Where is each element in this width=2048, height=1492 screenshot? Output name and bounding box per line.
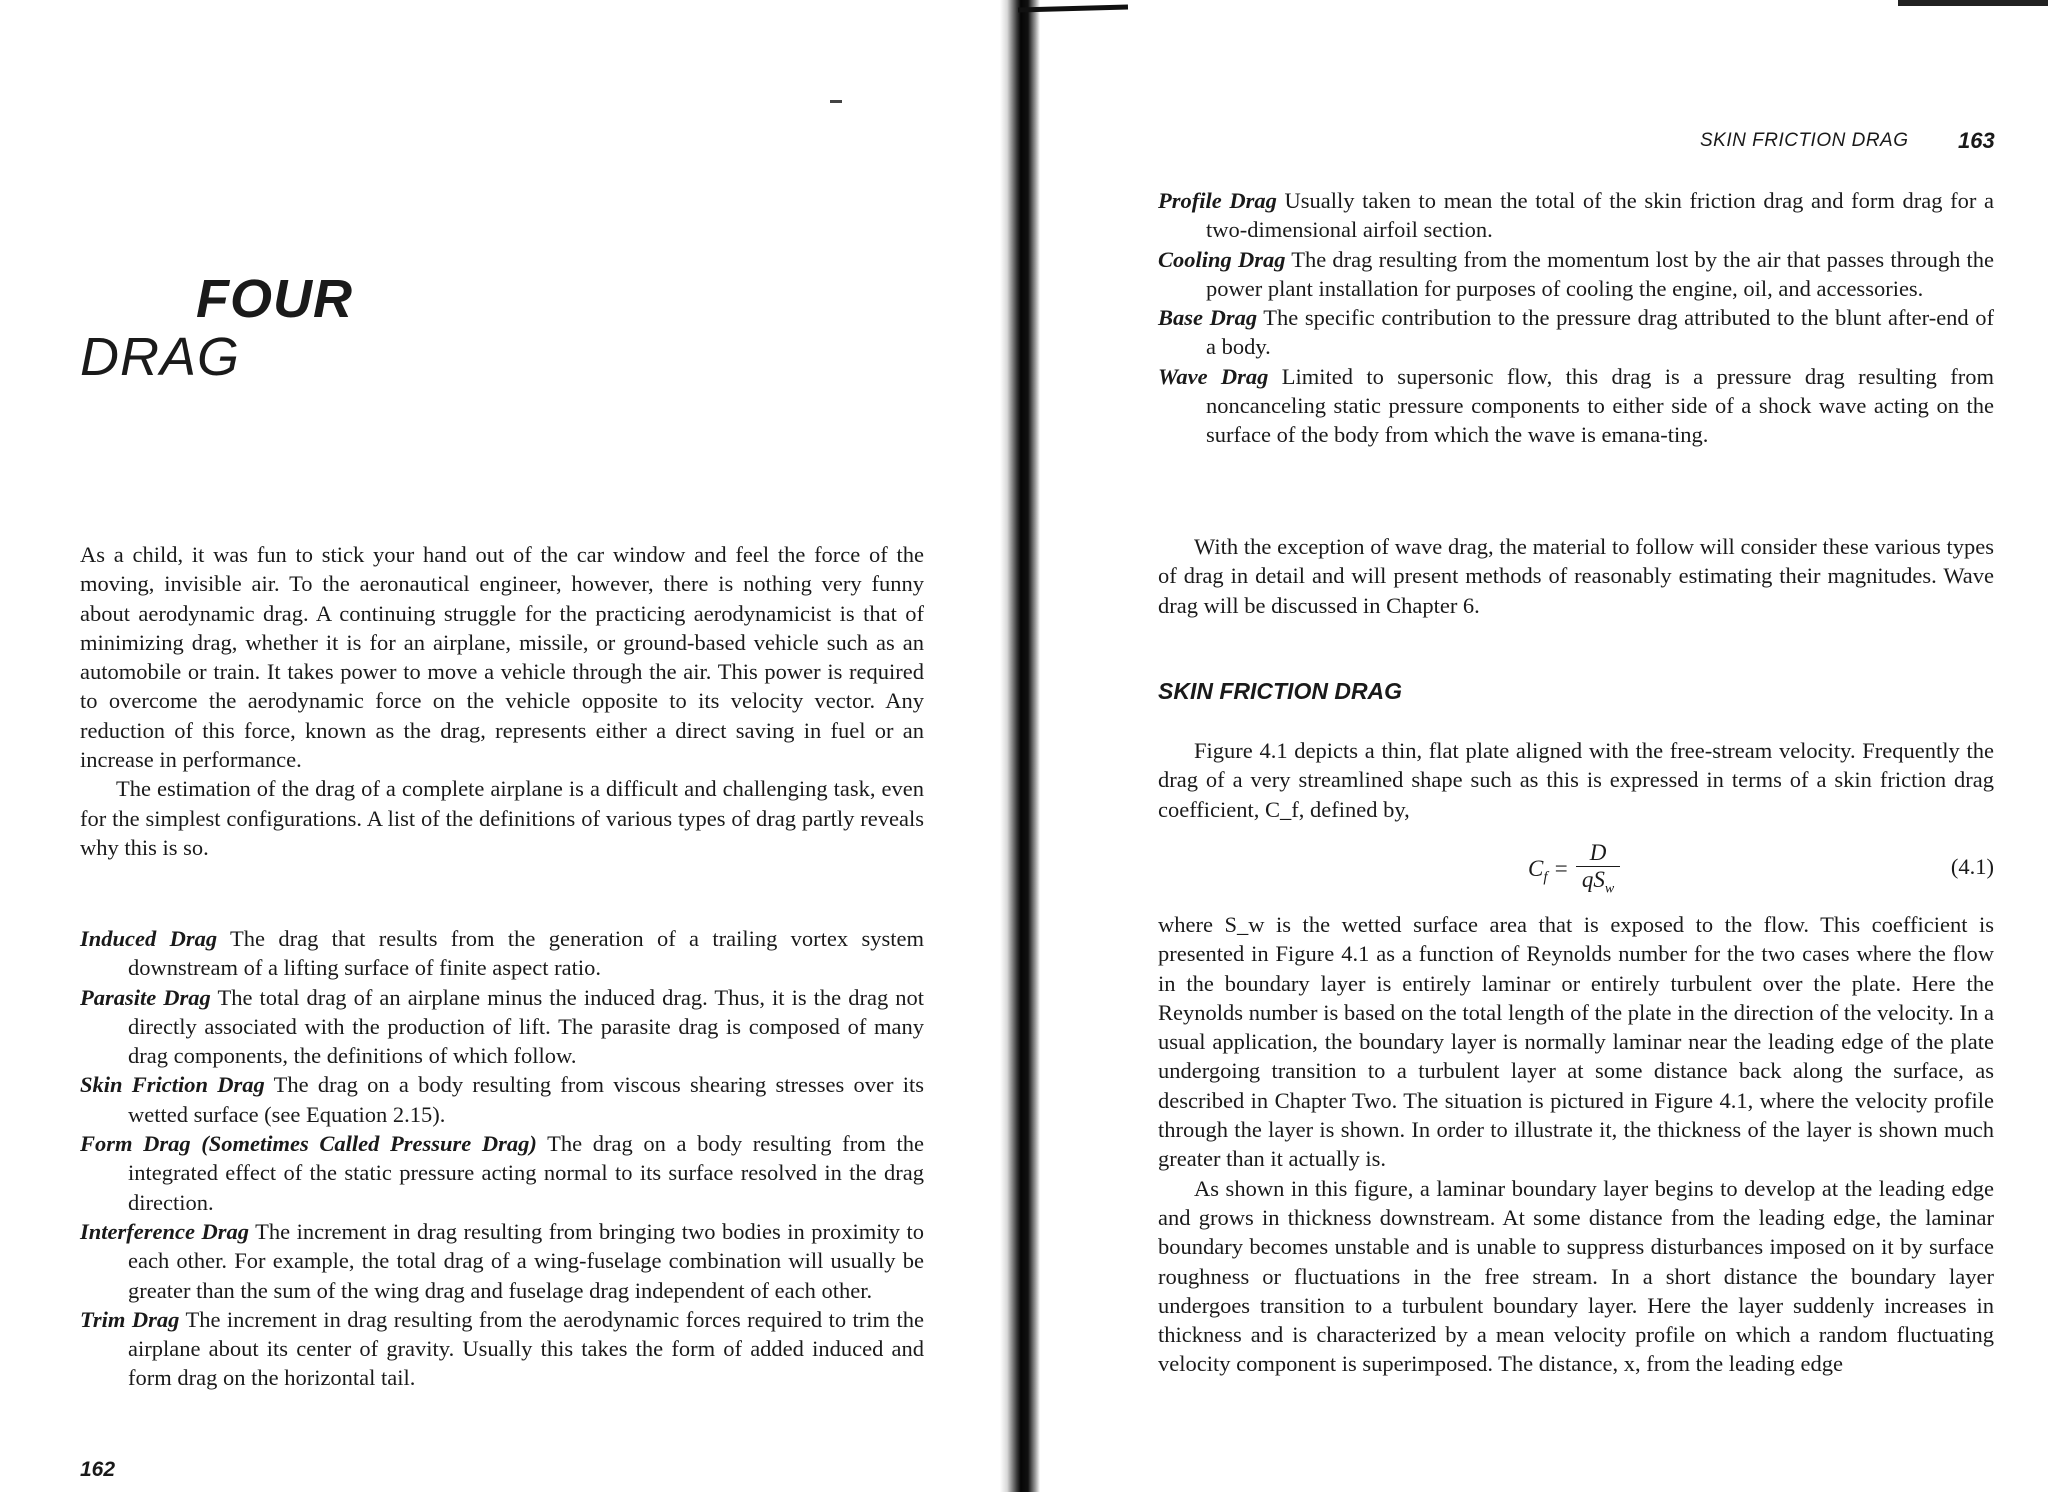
- definition-item: [80, 1217, 924, 1305]
- equation-denominator-subscript: w: [1604, 881, 1615, 897]
- definition-item: [80, 1129, 924, 1217]
- equation-denominator-symbol: qS: [1581, 867, 1605, 892]
- running-head: SKIN FRICTION DRAG: [1700, 130, 1909, 151]
- definition-term: Trim Drag: [80, 1306, 180, 1332]
- definition-term: Induced Drag: [80, 926, 218, 951]
- definition-text: Usually taken to mean the total of the skin friction drag and form drag for a two-dimensional airfoil section.: [1206, 188, 1995, 243]
- definition-text: The total drag of an airplane minus the induced drag. Thus, it is the drag not directly associated with the production of lift. The parasite drag is composed of many drag components, the definitions of which follow.: [128, 984, 925, 1069]
- definition-item: [80, 983, 924, 1071]
- body-paragraph: As shown in this figure, a laminar boundary layer begins to develop at the leading edge and grows in thickness downstream. At some distance from the leading edge, the laminar boundary becomes unstable and is unable to suppress disturbances imposed on it by surface roughness or fluctuations in the free stream. In a short distance the boundary layer undergoes transition to a turbulent boundary layer. Here the layer suddenly increases in thickness and is characterized by a mean velocity profile on which a random fluctuating velocity component is superimposed. The distance, x, from the leading edge: [1158, 1175, 1994, 1377]
- definition-text: The increment in drag resulting from bringing two bodies in proximity to each other. For example, the total drag of a wing-fuselage combination will usually be greater than the sum of the wing drag and fuselage drag independent of each other.: [128, 1218, 925, 1303]
- definition-term: Interference Drag: [80, 1218, 249, 1244]
- equation-lhs-symbol: C: [1528, 856, 1544, 881]
- intro-paragraph: As a child, it was fun to stick your hand out of the car window and feel the force of the moving, invisible air. To the aeronautical engineer, however, there is nothing very funny about aerodynamic drag. A continuing struggle for the practicing aerodynamicist is that of minimizing drag, whether it is for an airplane, missile, or ground-based vehicle such as an automobile or train. It takes power to move a vehicle through the air. This power is required to overcome the aerodynamic force on the vehicle opposite to its velocity vector. Any reduction of this force, known as the drag, represents either a direct saving in fuel or an increase in performance.: [80, 542, 924, 773]
- equation-lhs-subscript: f: [1543, 869, 1548, 886]
- summary-paragraph: With the exception of wave drag, the material to follow will consider these various types of drag in detail and will present methods of reasonably estimating their magnitudes. Wave drag will be discussed in Chapter 6.: [1158, 534, 1994, 618]
- definition-item: [80, 1305, 924, 1393]
- definition-text: The drag that results from the generation of a trailing vortex system downstream of a lifting surface of finite aspect ratio.: [128, 926, 924, 981]
- summary-paragraph-block: [1158, 532, 1994, 620]
- chapter-number: FOUR: [196, 269, 353, 329]
- equation-denominator: [1574, 867, 1622, 903]
- chapter-intro: [80, 540, 924, 862]
- equation-number: (4.1): [1950, 854, 1994, 879]
- chapter-title: DRAG: [80, 327, 241, 387]
- definition-term: Parasite Drag: [80, 984, 211, 1010]
- definition-item: [1158, 362, 1994, 450]
- definition-text: The drag on a body resulting from viscous shearing stresses over its wetted surface (see Equation 2.15).: [128, 1072, 924, 1127]
- definition-item: [1158, 303, 1994, 362]
- page-number-right: 163: [1958, 128, 1995, 153]
- definition-text: The increment in drag resulting from the aerodynamic forces required to trim the airplane about its center of gravity. Usually this takes the form of added induced and form drag on the horizontal tail.: [128, 1306, 924, 1391]
- definition-item: [1158, 245, 1994, 304]
- definition-text: Limited to supersonic flow, this drag is a pressure drag resulting from noncanceling static pressure components to either side of a shock wave acting on the surface of the body from which the wave is emana-ting.: [1206, 363, 1994, 448]
- equation-fraction: [1574, 840, 1622, 903]
- section-intro-paragraph: Figure 4.1 depicts a thin, flat plate aligned with the free-stream velocity. Frequently the drag of a very streamlined shape such as this is expressed in terms of a skin friction drag coefficient, C_f, defined by,: [1158, 738, 1994, 822]
- section-intro-block: [1158, 736, 1994, 824]
- definition-term: Base Drag: [1158, 305, 1258, 331]
- definition-term: Form Drag (Sometimes Called Pressure Drag): [80, 1131, 537, 1157]
- definition-item: [80, 924, 924, 983]
- definition-item: [80, 1070, 924, 1129]
- body-paragraph: where S_w is the wetted surface area that is exposed to the flow. This coefficient is presented in Figure 4.1 as a function of Reynolds number for the two cases where the flow in the boundary layer is entirely laminar or entirely turbulent over the plate. Here the Reynolds number is based on the total length of the plate in the direction of the velocity. In a usual application, the boundary layer is normally laminar near the leading edge of the plate undergoing transition to a turbulent layer at some distance back along the surface, as described in Chapter Two. The situation is pictured in Figure 4.1, where the velocity profile through the layer is shown. In order to illustrate it, the thickness of the layer is shown much greater than it actually is.: [1158, 912, 1994, 1172]
- drag-definition-list: [80, 924, 924, 1393]
- definition-term: Profile Drag: [1158, 188, 1277, 213]
- definition-text: The drag resulting from the momentum lost by the air that passes through the power plant installation for purposes of cooling the engine, oil, and accessories.: [1206, 246, 1995, 301]
- definition-term: Skin Friction Drag: [80, 1072, 265, 1098]
- definition-text: The specific contribution to the pressure drag attributed to the blunt after-end of a body.: [1206, 305, 1994, 360]
- drag-definition-list-continued: [1158, 186, 1994, 450]
- section-body: [1158, 910, 1994, 1379]
- intro-paragraph: The estimation of the drag of a complete airplane is a difficult and challenging task, even for the simplest configurations. A list of the definitions of various types of drag partly reveals why this is so.: [80, 776, 924, 860]
- equation-4-1: [1158, 838, 1994, 898]
- page-number-left: 162: [80, 1458, 116, 1481]
- equation-lhs: $C_f$ =: [1528, 856, 1569, 886]
- definition-text: The drag on a body resulting from the integrated effect of the static pressure acting normal to its surface resolved in the drag direction.: [128, 1131, 924, 1215]
- equation-numerator: D: [1589, 840, 1607, 865]
- definition-term: Wave Drag: [1158, 363, 1269, 389]
- definition-term: Cooling Drag: [1158, 246, 1286, 272]
- section-heading: SKIN FRICTION DRAG: [1158, 678, 1403, 704]
- definition-item: [1158, 186, 1994, 245]
